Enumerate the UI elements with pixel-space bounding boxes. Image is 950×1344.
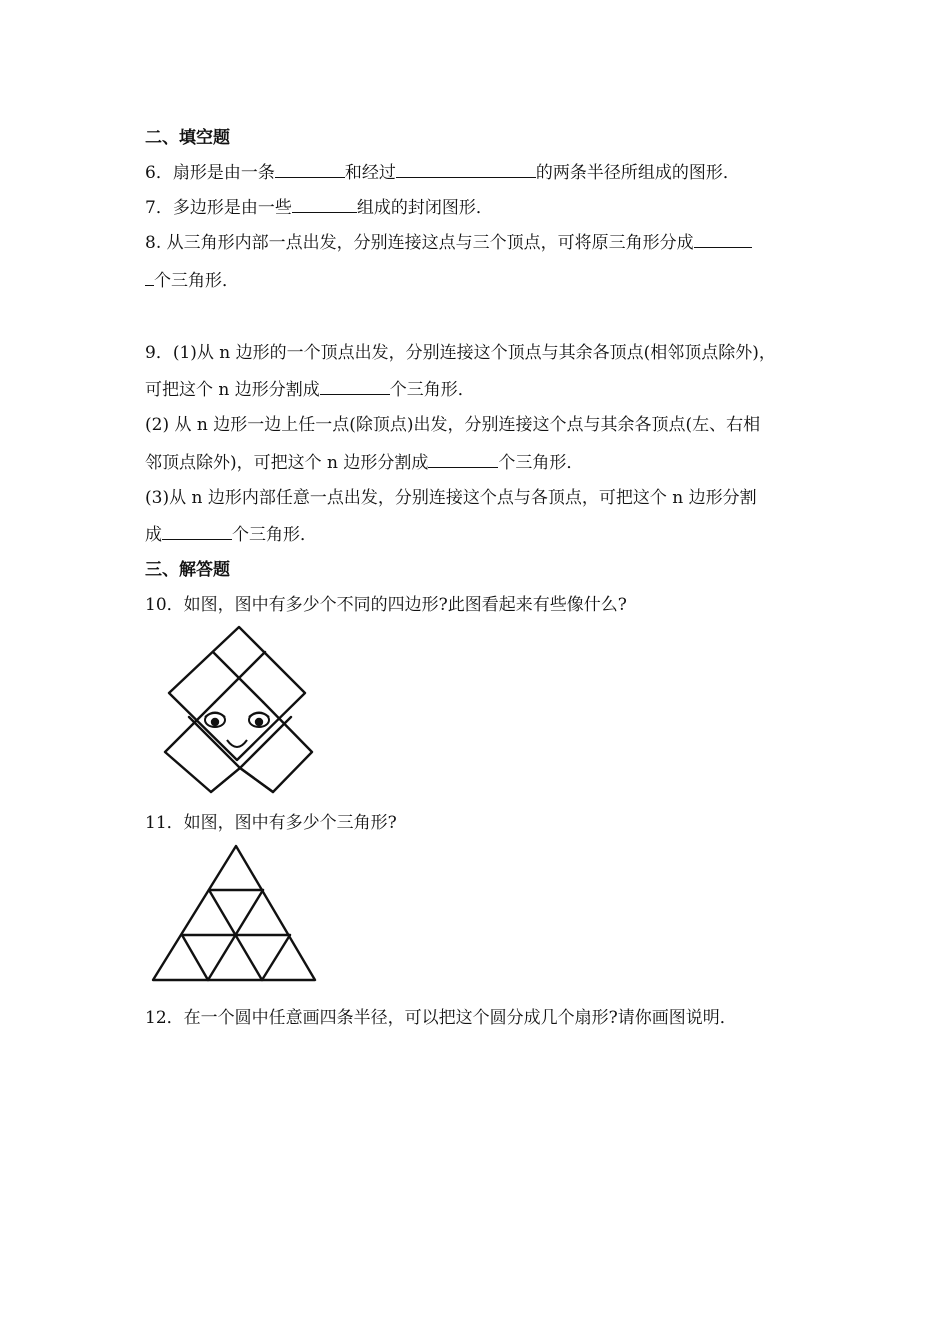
grid-line [182,935,208,980]
answer-blank [275,160,345,178]
smile-icon [227,740,247,747]
question-8-line-2 [145,268,239,293]
question-9-line-3: (2) 从 n 边形一边上任一点(除顶点)出发，分别连接这个点与其余各顶点(左、右相 [145,415,761,435]
question-7-text-1: 7．多边形是由一些 [145,198,292,218]
answer-blank [320,377,390,395]
answer-blank [694,230,752,248]
answer-blank [428,450,498,468]
question-9-line-5: (3)从 n 边形内部任意一点出发，分别连接这个点与各顶点，可把这个 n 边形分割 [145,488,757,508]
left-pupil [212,719,218,725]
question-11: 11．如图，图中有多少个三角形? [145,813,397,833]
question-9-text: 邻顶点除外)，可把这个 n 边形分割成 [145,453,429,473]
left-eyebrow [205,713,225,718]
answer-blank [162,522,232,540]
question-9-text-tail: 个三角形． [232,525,317,545]
answer-blank [145,268,154,286]
grid-line [215,652,265,702]
question-10: 10．如图，图中有多少个不同的四边形?此图看起来有些像什么? [145,595,627,615]
question-9-line-6 [145,522,317,547]
question-12: 12．在一个圆中任意画四条半径，可以把这个圆分成几个扇形?请你画图说明． [145,1008,737,1028]
grid-line [262,935,290,980]
outer-triangle [153,846,315,980]
bottom-edge [211,768,273,792]
triangle-grid-figure [145,840,325,988]
answer-blank [292,195,357,213]
question-9-line-1: 9．(1)从 n 边形的一个顶点出发，分别连接这个顶点与其余各顶点(相邻顶点除外)， [145,343,776,363]
question-7-text-2: 组成的封闭图形． [356,198,493,218]
question-6-text-3: 的两条半径所组成的图形． [535,163,740,183]
question-9-text: 成 [145,525,162,545]
question-9-text: 可把这个 n 边形分割成 [145,380,320,400]
grid-line [213,652,263,702]
right-eyebrow [249,713,269,718]
right-pupil [256,719,262,725]
question-8-text-tail: 个三角形． [154,271,239,291]
question-6 [145,160,740,185]
question-7 [145,195,493,220]
outer-diamond [169,627,305,760]
question-9-line-2 [145,377,475,402]
question-8-line-1 [145,230,752,255]
section-heading-answer: 三、解答题 [145,560,230,580]
question-8-text: 8. 从三角形内部一点出发，分别连接这点与三个顶点，可将原三角形分成 [145,233,694,253]
question-9-text-tail: 个三角形． [389,380,475,400]
diamond-face-figure [145,622,325,797]
answer-blank [396,160,536,178]
question-6-text-1: 6．扇形是由一条 [145,163,275,183]
question-9-text-tail: 个三角形． [498,453,584,473]
question-9-line-4 [145,450,583,475]
question-6-text-2: 和经过 [344,163,396,183]
section-heading-fill-in: 二、填空题 [145,128,230,148]
